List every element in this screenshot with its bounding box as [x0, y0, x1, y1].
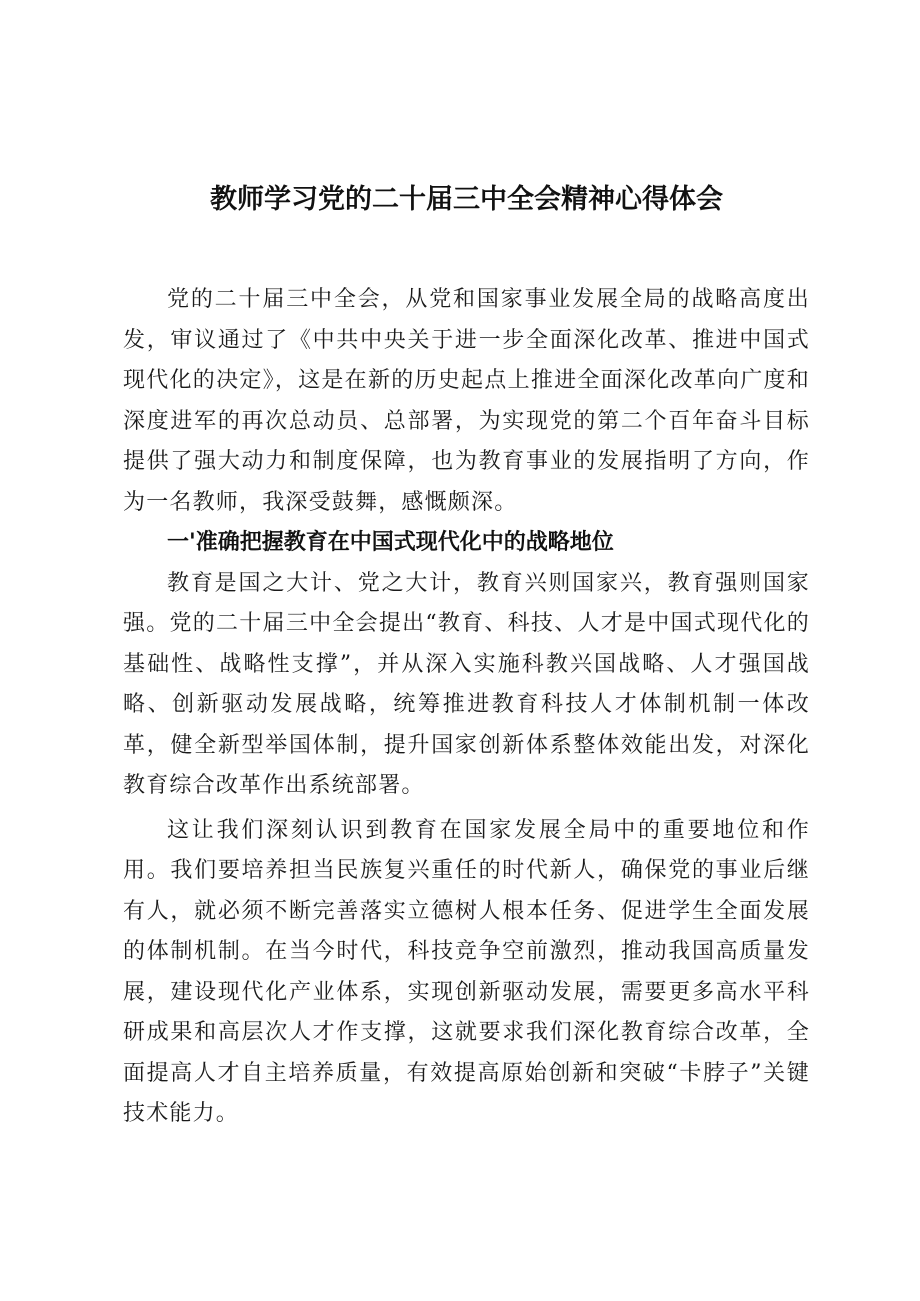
body-paragraph: 教育是国之大计、党之大计，教育兴则国家兴，教育强则国家强。党的二十届三中全会提出“教育、科技、人才是中国式现代化的基础性、战略性支撑”，并从深入实施科教兴国战略、人才强国战略、创新驱动发展战略，统筹推进教育科技人才体制机制一体改革，健全新型举国体制，提升国家创新体系整体效能出发，对深化教育综合改革作出系统部署。 — [123, 570, 810, 798]
section-heading: 一'准确把握教育在中国式现代化中的战略地位 — [167, 530, 614, 555]
intro-paragraph: 党的二十届三中全会，从党和国家事业发展全局的战略高度出发，审议通过了《中共中央关于进一步全面深化改革、推进中国式现代化的决定》，这是在新的历史起点上推进全面深化改革向广度和深度进军的再次总动员、总部署，为实现党的第二个百年奋斗目标提供了强大动力和制度保障，也为教育事业的发展指明了方向，作为一名教师，我深受鼓舞，感慨颇深。 — [123, 287, 810, 515]
body-paragraph: 这让我们深刻认识到教育在国家发展全局中的重要地位和作用。我们要培养担当民族复兴重任的时代新人，确保党的事业后继有人，就必须不断完善落实立德树人根本任务、促进学生全面发展的体制机制。在当今时代，科技竞争空前激烈，推动我国高质量发展，建设现代化产业体系，实现创新驱动发展，需要更多高水平科研成果和高层次人才作支撑，这就要求我们深化教育综合改革，全面提高人才自主培养质量，有效提高原始创新和突破“卡脖子”关键技术能力。 — [123, 817, 810, 1126]
document-title: 教师学习党的二十届三中全会精神心得体会 — [210, 184, 723, 215]
